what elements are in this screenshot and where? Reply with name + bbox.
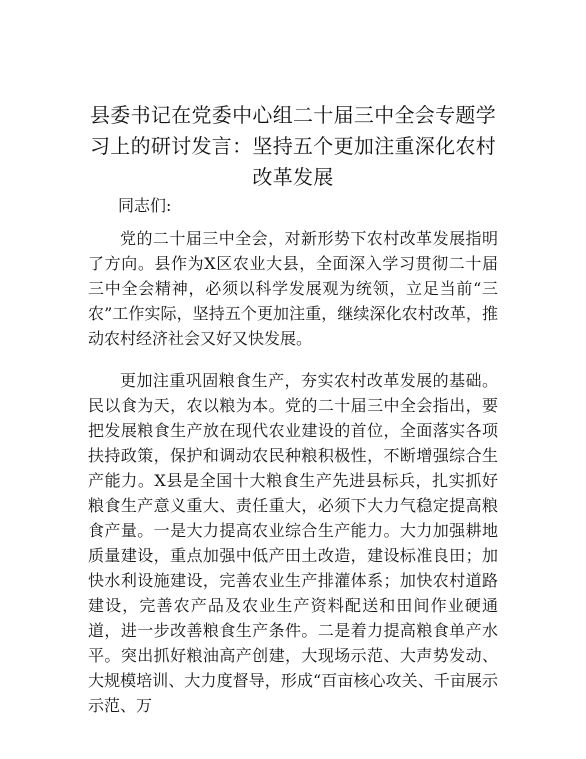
salutation: 同志们:	[118, 196, 172, 215]
paragraph-grain-production: 更加注重巩固粮食生产，夯实农村改革发展的基础。民以食为天，农以粮为本。党的二十届三中全会指出，要把发展粮食生产放在现代农业建设的首位，全面落实各项扶持政策，保护和调动农民种粮积极性，不断增强综合生产能力。X县是全国十大粮食生产先进县标兵，扎实抓好粮食生产意义重大、责任重大，必须下大力气稳定提高粮食产量。一是大力提高农业综合生产能力。大力加强耕地质量建设，重点加强中低产田土改造，建设标准良田；加快水利设施建设，完善农业生产排灌体系；加快农村道路建设，完善农产品及农业生产资料配送和田间作业硬通道，进一步改善粮食生产条件。二是着力提高粮食单产水平。突出抓好粮油高产创建，大现场示范、大声势发动、大规模培训、大力度督导，形成“百亩核心攻关、千亩展示示范、万	[88, 371, 498, 715]
document-title: 县委书记在党委中心组二十届三中全会专题学习上的研讨发言：坚持五个更加注重深化农村改革发展	[90, 103, 496, 189]
paragraph-intro: 党的二十届三中全会，对新形势下农村改革发展指明了方向。县作为X区农业大县，全面深入学习贯彻二十届三中全会精神，必须以科学发展观为统领，立足当前“三农”工作实际，坚持五个更加注重，继续深化农村改革，推动农村经济社会又好又快发展。	[88, 229, 498, 348]
